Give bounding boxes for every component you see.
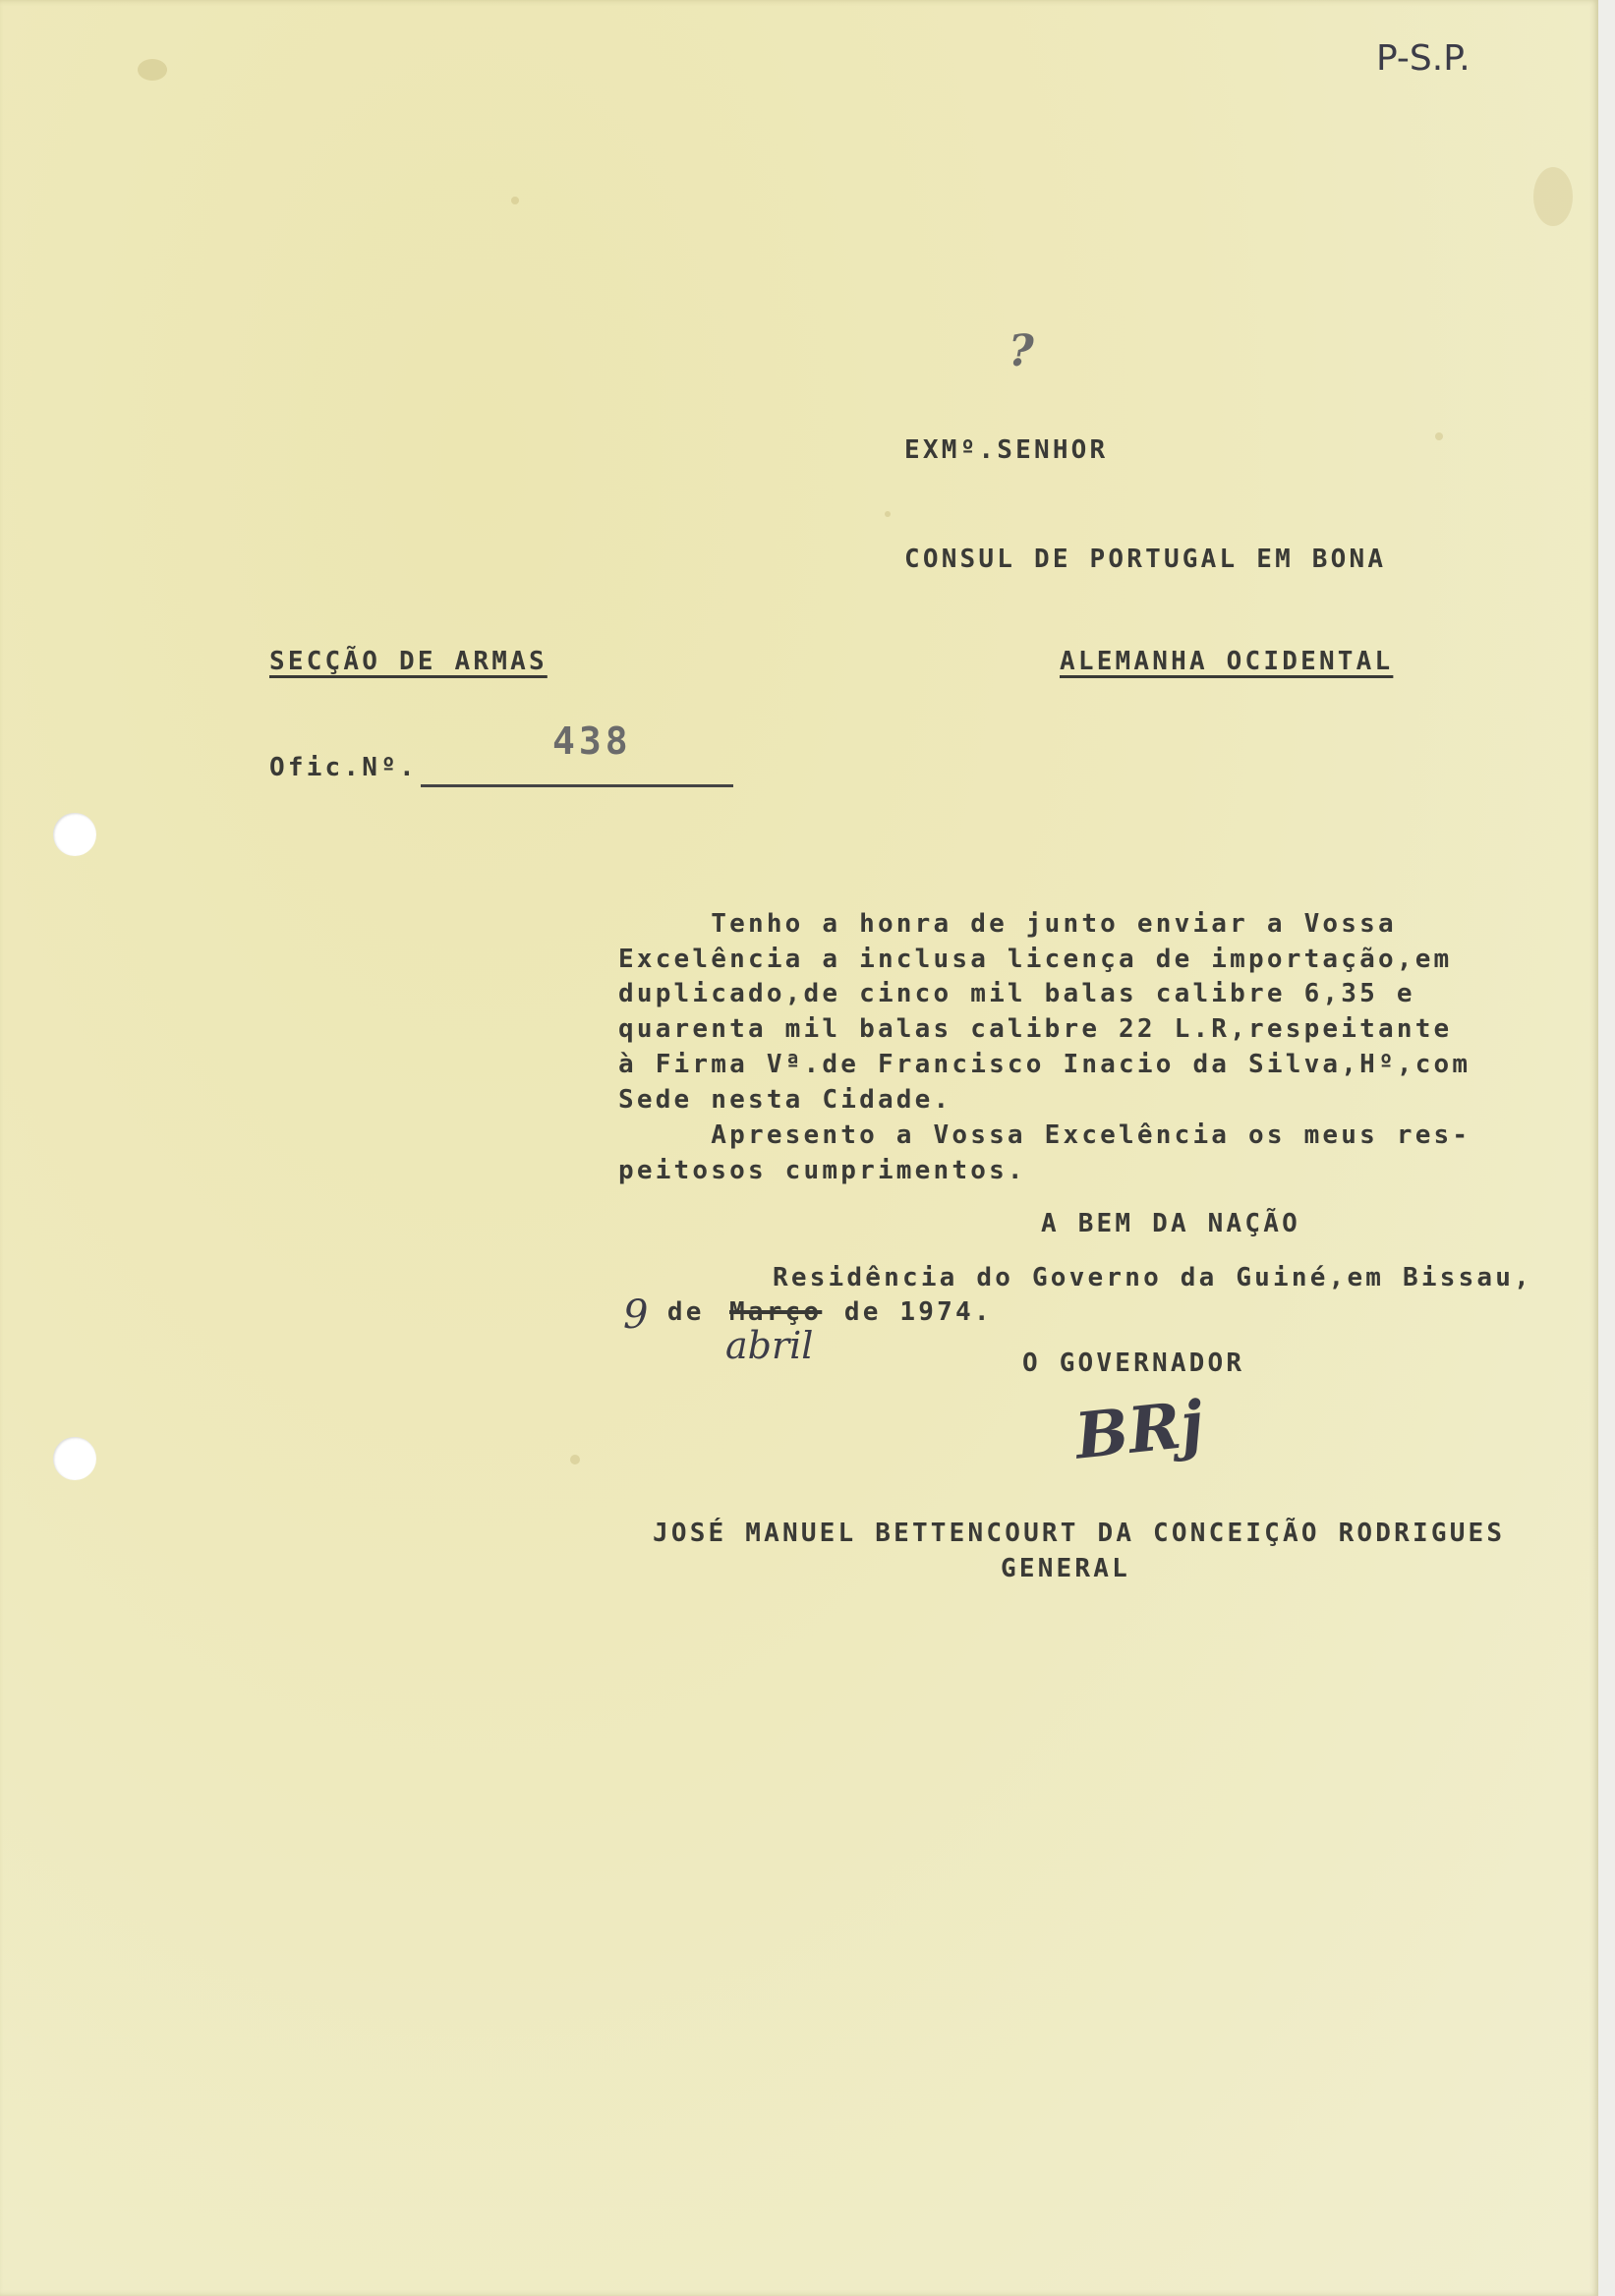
stain — [1435, 432, 1443, 440]
office-number: 438 — [552, 719, 632, 763]
date-year: de 1974. — [826, 1297, 993, 1327]
punch-hole — [53, 813, 96, 856]
place-line: Residência do Governo da Guiné,em Bissau, — [773, 1263, 1532, 1292]
stain — [1533, 167, 1573, 226]
handwritten-day: 9 — [623, 1292, 649, 1338]
stain — [511, 197, 519, 204]
body-line: duplicado,de cinco mil balas calibre 6,35 e — [618, 979, 1415, 1008]
governor-title: O GOVERNADOR — [1022, 1349, 1245, 1378]
corner-note: P-S.P. — [1376, 38, 1471, 79]
handwritten-mark: ? — [1009, 326, 1034, 376]
addressee-line-1: EXMº.SENHOR — [904, 435, 1109, 465]
body-line: peitosos cumprimentos. — [618, 1156, 1026, 1185]
stain — [138, 59, 167, 81]
addressee-line-3: ALEMANHA OCIDENTAL — [1060, 647, 1394, 676]
signatory-name: JOSÉ MANUEL BETTENCOURT DA CONCEIÇÃO RODRIGUES — [653, 1519, 1506, 1548]
office-number-line — [421, 784, 733, 787]
body-line: Tenho a honra de junto enviar a Vossa — [618, 909, 1397, 939]
body-line: Sede nesta Cidade. — [618, 1085, 952, 1115]
punch-hole — [53, 1437, 96, 1480]
handwritten-month: abril — [725, 1324, 814, 1367]
signatory-rank: GENERAL — [1001, 1554, 1130, 1583]
section-heading: SECÇÃO DE ARMAS — [269, 647, 548, 676]
body-line: à Firma Vª.de Francisco Inacio da Silva,Hº,com — [618, 1050, 1471, 1079]
body-line: quarenta mil balas calibre 22 L.R,respeitante — [618, 1014, 1453, 1044]
signature: BRj — [1071, 1387, 1207, 1474]
date-de-1: de — [649, 1297, 723, 1327]
body-line: Apresento a Vossa Excelência os meus res- — [618, 1120, 1471, 1150]
body-line: Excelência a inclusa licença de importação,em — [618, 945, 1453, 974]
addressee-line-2: CONSUL DE PORTUGAL EM BONA — [904, 545, 1387, 574]
office-label: Ofic.Nº. — [269, 753, 418, 782]
motto: A BEM DA NAÇÃO — [1041, 1209, 1300, 1238]
stain — [885, 511, 891, 517]
stain — [570, 1455, 580, 1464]
struck-month: Março — [729, 1297, 823, 1327]
